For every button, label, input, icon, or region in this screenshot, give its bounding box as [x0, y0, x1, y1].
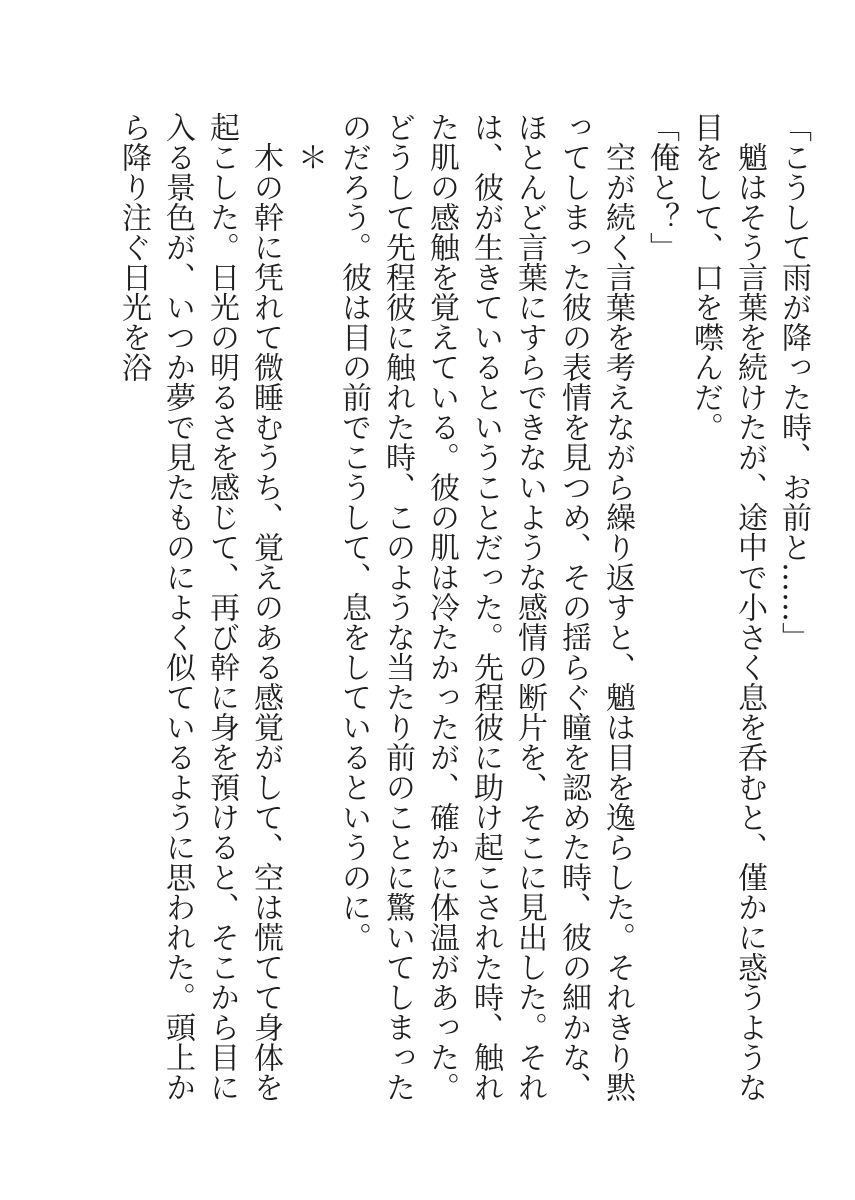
narration-paragraph-3: 木の幹に凭れて微睡むうち、覚えのある感覚がして、空は慌てて身体を起こした。日光の明るさを感じて、再び幹に身を預けると、そこから目に入る景色が、いつか夢で見たものによく似ているように思われた。頭上から降り注ぐ日光を浴: [116, 112, 283, 1102]
dialogue-line-2: 「俺と？」: [644, 112, 679, 262]
section-break-asterisk: ＊: [292, 142, 327, 172]
narration-paragraph-2: 空が続く言葉を考えながら繰り返すと、魈は目を逸らした。それきり黙ってしまった彼の表情を見つめ、その揺らぐ瞳を認めた時、彼の細かな、ほとんど言葉にすらできないような感情の断片を、そこに見出した。それは、彼が生きているということだった。先程彼に助け起こされた時、触れた肌の感触を覚えている。彼の肌は冷たかったが、確かに体温があった。どうして先程彼に触れた時、このような当たり前のことに驚いてしまったのだろう。彼は目の前でこうして、息をしているというのに。: [336, 112, 635, 1102]
vertical-text-body: [55, 112, 815, 1102]
narration-paragraph-1: 魈はそう言葉を続けたが、途中で小さく息を呑むと、僅かに惑うような目をして、口を噤んだ。: [688, 112, 767, 1102]
dialogue-line-1: 「こうして雨が降った時、お前と……」: [776, 112, 811, 652]
